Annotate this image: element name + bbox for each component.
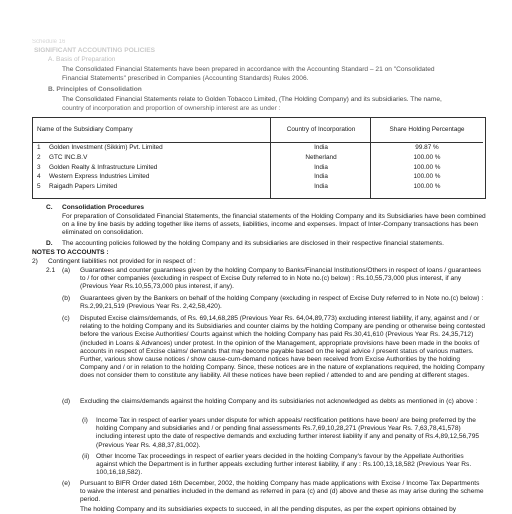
- note-a-text: Guarantees and counter guarantees given by the holding Company to Banks/Financial Institutions/Others in respect of loans / guarantees to / for other companies (excluding in respect of Excise Duty referred to in Note no.(c) below) : Rs.10,55,73,000 plus interest, if any (Previous Year Rs.10,55,73,000 plus interest, if any).: [80, 267, 481, 291]
- section-d-text: The accounting policies followed by the holding Company and its subsidiaries are disclosed in their respective financial statements.: [62, 240, 444, 247]
- subsidiary-country: Netherland: [305, 153, 337, 161]
- consolidation-heading: B. Principles of Consolidation: [48, 86, 142, 93]
- subsidiary-name-text: Western Express Industries Limited: [49, 173, 150, 181]
- row-number: 2: [37, 153, 41, 161]
- note-d-text: Excluding the claims/demands against the holding Company and its subsidiaries not acknowledged as debts as mentioned in (c) above :: [80, 398, 478, 405]
- schedule-label: Schedule 16: [32, 39, 66, 45]
- table-row: [33, 163, 483, 173]
- subsidiary-country: India: [314, 144, 328, 152]
- table-row: [33, 143, 483, 153]
- subsidiary-name-text: Golden Investment (Sikkim) Pvt. Limited: [49, 144, 163, 152]
- note-a-label: (a): [62, 267, 71, 274]
- subsidiary-country: India: [314, 183, 328, 191]
- note-e-text: Pursuant to BIFR Order dated 16th December, 2002, the holding Company has made applications with Excise / Income Tax Departments to waive the interest and penalties included in the demand as referred in para (c) and (d) above and these as may arise during the scheme period.: [80, 480, 484, 504]
- policies-heading: SIGNIFICANT ACCOUNTING POLICIES: [34, 47, 156, 54]
- note-2-1-label: 2.1: [46, 267, 56, 274]
- note-d-i-label: (i): [82, 417, 88, 424]
- note-b-text: Guarantees given by the Bankers on behalf of the holding Company (excluding in respect of Excise Duty referred to in Note no.(c) below) : Rs.2,99,21,519 (Previous Year Rs. 2,42,58,420).: [80, 295, 484, 311]
- subsidiary-name: [33, 143, 271, 153]
- note-c-label: (c): [62, 315, 70, 322]
- subsidiary-country: India: [314, 173, 328, 181]
- note-c-text: Disputed Excise claims/demands, of Rs. 69,14,68,285 (Previous Year Rs. 64,04,89,773) excluding interest liability, if any, against and / or relating to the holding Company and its Subsidiaries and counter claims by the holding Company are pending or otherwise being contested before the various Excise Authorities/ Courts against which the holding Company has paid Rs.30,41,610 (Previous Year Rs. 24,35,712) (included in Loans & Advances) under protest. In the opinion of the Management, appropriate provisions have been made in the books of accounts in respect of Excise claims/ demands that may become payable based on the legal advice / present status of various matters. Further, various show cause notices / show cause-cum-demand notices have been received from Excise Authorities by the holding Company and / or in relation to the holding Company. Since, these notices are in the nature of explanations required, the holding Company does not consider them to constitute any liability. All these notices have been replied / attended to and are pending at different stages.: [80, 315, 486, 380]
- note-d-label: (d): [62, 398, 71, 405]
- col-header-percentage: Share Holding Percentage: [371, 118, 483, 143]
- basis-text-line1: The Consolidated Financial Statements have been prepared in accordance with the Accounting Standard – 21 on "Consolidated: [62, 66, 435, 73]
- subsidiary-name: [33, 182, 271, 192]
- subsidiary-percentage: 100.00 %: [413, 163, 441, 171]
- subsidiary-percentage: 100.00 %: [413, 183, 441, 191]
- subsidiary-name: [33, 163, 271, 173]
- note-d-ii-text: Other Income Tax proceedings in respect of earlier years decided in the holding Company's favour by the Appellate Authorities against which the Department is in further appeals excluding further interest liability, if any : Rs.100,13,18,582 (Previous Year Rs. 100,16,18,582).: [96, 453, 472, 477]
- consolidation-text-line1: The Consolidated Financial Statements relate to Golden Tobacco Limited, (The Holding Company) and its subsidiaries. The name,: [62, 96, 442, 103]
- subsidiary-table-body: [33, 143, 483, 192]
- table-row: [33, 182, 483, 192]
- subsidiary-percentage: 100.00 %: [413, 153, 441, 161]
- subsidiary-name-text: GTC INC.B.V: [49, 153, 88, 161]
- note-b-label: (b): [62, 295, 71, 302]
- subsidiary-name-text: Golden Realty & Infrastructure Limited: [49, 163, 158, 171]
- basis-text-line2: Financial Statements" prescribed in Companies (Accounting Standards) Rules 2006.: [62, 75, 309, 82]
- note-e-label: (e): [62, 480, 71, 487]
- subsidiary-percentage: 100.00 %: [413, 173, 441, 181]
- table-row: [33, 172, 483, 182]
- note-d-i-text: Income Tax in respect of earlier years under dispute for which appeals/ rectification petitions have been/ are being preferred by the holding Company and subsidiaries and / or pending final assessments Rs.7,69,10,28,271 (Previous Year Rs. 7,63,78,41,578) including interest upto the date of respective demands and excluding further interest liability if any and penalty of Rs.4,89,12,56,795 (Previous Year Rs. 4,88,37,81,002).: [96, 417, 480, 449]
- basis-heading: A. Basis of Preparation: [48, 56, 116, 63]
- note-d-ii-label: (ii): [82, 453, 90, 460]
- section-d-label: D.: [46, 240, 53, 247]
- subsidiary-name: [33, 153, 271, 163]
- note-2-label: 2): [32, 258, 38, 265]
- subsidiary-percentage: 99.87 %: [415, 144, 439, 152]
- subsidiary-country: India: [314, 163, 328, 171]
- section-c-text: For preparation of Consolidated Financial Statements, the financial statements of the Holding Company and its Subsidiaries have been combined on a line by line basis by adding together like items of assets, liabilities, income and expenses. Impact of Inter-Company transactions has been eliminated on consolidation.: [62, 213, 486, 237]
- subsidiary-name-text: Raigadh Papers Limited: [49, 183, 118, 191]
- col-header-name: Name of the Subsidiary Company: [33, 118, 271, 143]
- subsidiary-table: [33, 118, 483, 192]
- row-number: 3: [37, 163, 41, 171]
- table-row: [33, 153, 483, 163]
- col-header-country: Country of Incorporation: [271, 118, 371, 143]
- section-c-label: C.: [46, 204, 53, 211]
- subsidiary-name: [33, 172, 271, 182]
- section-c-title: Consolidation Procedures: [62, 204, 145, 211]
- note-f-text: The holding Company and its subsidiaries expects to succeed, in all the pending disputes, as per the expert opinions obtained by: [80, 506, 457, 513]
- row-number: 1: [37, 144, 41, 152]
- consolidation-text-line2: country of incorporation and proportion of ownership interest are as under :: [62, 105, 281, 112]
- row-number: 4: [37, 173, 41, 181]
- note-2-text: Contingent liabilities not provided for in respect of :: [48, 258, 196, 265]
- notes-title: NOTES TO ACCOUNTS :: [32, 249, 109, 256]
- row-number: 5: [37, 183, 41, 191]
